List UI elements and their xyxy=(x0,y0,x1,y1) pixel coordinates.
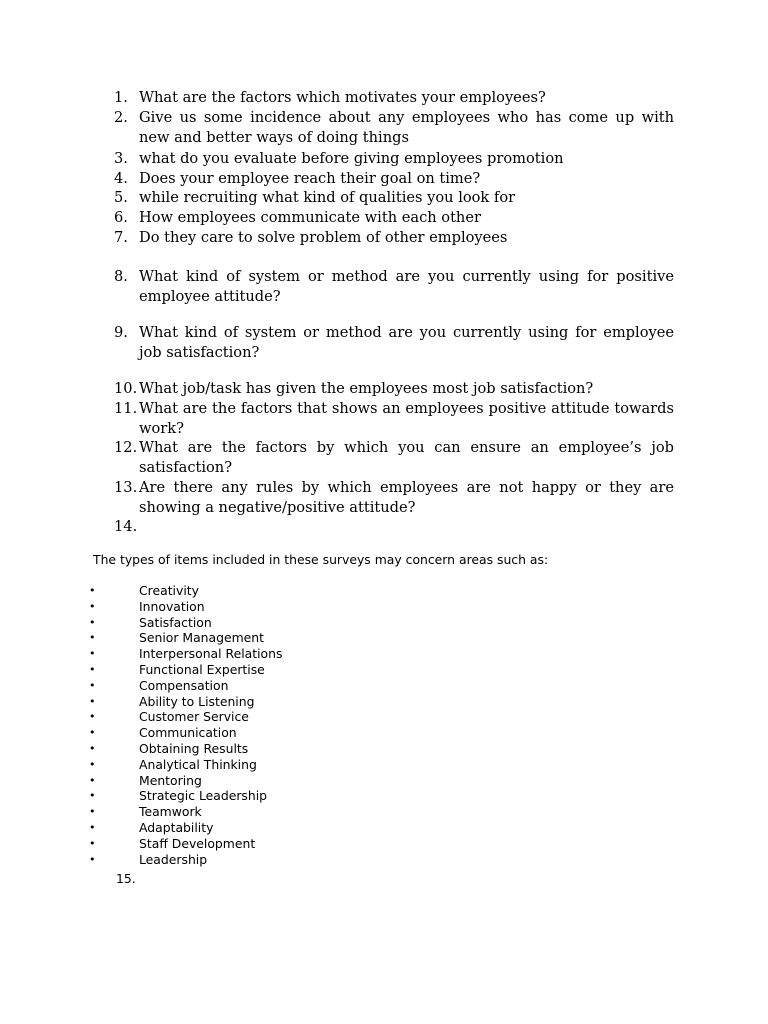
list-item xyxy=(0,599,768,615)
question-text: what do you evaluate before giving employees promotion xyxy=(139,150,564,167)
list-item xyxy=(0,836,768,852)
question-text: Give us some incidence about any employees who has come up with new and better ways of doing things xyxy=(139,109,674,146)
trailing-number: 15. xyxy=(116,871,136,886)
bullet-icon: • xyxy=(89,836,96,850)
list-item-label: Communication xyxy=(139,725,237,741)
question-item xyxy=(114,88,674,108)
bullet-icon: • xyxy=(89,631,96,645)
question-number: 2. xyxy=(114,109,128,126)
question-number: 6. xyxy=(114,209,128,226)
question-item xyxy=(114,267,674,306)
question-item xyxy=(114,208,674,228)
question-item xyxy=(114,399,674,438)
bullet-icon: • xyxy=(89,757,96,771)
list-item-label: Ability to Listening xyxy=(139,693,255,709)
survey-area-list xyxy=(0,583,768,867)
list-item xyxy=(0,630,768,646)
question-number: 4. xyxy=(114,170,128,187)
question-text: What kind of system or method are you currently using for employee job satisfaction? xyxy=(139,324,674,361)
bullet-icon: • xyxy=(89,852,96,866)
question-number: 3. xyxy=(114,150,128,167)
question-item xyxy=(114,149,674,169)
bullet-icon: • xyxy=(89,694,96,708)
list-item xyxy=(0,646,768,662)
bullet-icon: • xyxy=(89,584,96,597)
list-item xyxy=(0,820,768,836)
list-item xyxy=(0,583,768,599)
bullet-icon: • xyxy=(89,820,96,834)
intro-text: The types of items included in these surveys may concern areas such as: xyxy=(93,552,549,567)
bullet-icon: • xyxy=(89,741,96,755)
list-item xyxy=(0,804,768,820)
list-item xyxy=(0,694,768,710)
question-text: Do they care to solve problem of other employees xyxy=(139,229,508,246)
question-text: while recruiting what kind of qualities you look for xyxy=(139,189,516,206)
bullet-icon: • xyxy=(89,726,96,740)
list-item-label: Customer Service xyxy=(139,709,249,725)
question-item xyxy=(114,188,674,208)
question-number: 9. xyxy=(114,324,128,341)
list-item-label: Satisfaction xyxy=(139,614,212,630)
bullet-icon: • xyxy=(89,805,96,819)
bullet-icon: • xyxy=(89,662,96,676)
question-item xyxy=(114,379,674,399)
list-item xyxy=(0,773,768,789)
list-item xyxy=(0,678,768,694)
list-item-label: Teamwork xyxy=(139,804,202,820)
question-text: What job/task has given the employees most job satisfaction? xyxy=(139,380,594,397)
question-text: What are the factors that shows an employees positive attitude towards work? xyxy=(139,400,674,437)
list-item xyxy=(0,788,768,804)
list-item xyxy=(0,852,768,868)
bullet-icon: • xyxy=(89,599,96,613)
question-item xyxy=(114,108,674,147)
question-number: 8. xyxy=(114,268,128,285)
list-item xyxy=(0,615,768,631)
question-text: How employees communicate with each other xyxy=(139,209,481,226)
list-item-label: Adaptability xyxy=(139,819,214,835)
bullet-icon: • xyxy=(89,678,96,692)
list-item-label: Interpersonal Relations xyxy=(139,646,283,662)
list-item-label: Leadership xyxy=(139,851,208,867)
bullet-icon: • xyxy=(89,615,96,629)
question-number: 12. xyxy=(114,439,138,456)
list-item xyxy=(0,662,768,678)
list-item-label: Strategic Leadership xyxy=(139,788,268,804)
question-number: 7. xyxy=(114,229,128,246)
list-item-label: Mentoring xyxy=(139,772,202,788)
list-item-label: Innovation xyxy=(139,598,205,614)
bullet-icon: • xyxy=(89,789,96,803)
question-number: 11. xyxy=(114,400,138,417)
bullet-icon: • xyxy=(89,710,96,724)
question-number: 14. xyxy=(114,518,138,535)
question-number: 1. xyxy=(114,89,128,106)
list-item xyxy=(0,709,768,725)
list-item-label: Creativity xyxy=(139,583,199,598)
question-text: Does your employee reach their goal on time? xyxy=(139,170,481,187)
bullet-icon: • xyxy=(89,773,96,787)
question-item xyxy=(114,478,674,517)
list-item-label: Senior Management xyxy=(139,630,265,646)
list-item-label: Staff Development xyxy=(139,835,256,851)
question-text: What are the factors which motivates your employees? xyxy=(139,89,546,106)
list-item xyxy=(0,725,768,741)
question-text: What kind of system or method are you currently using for positive employee attitude? xyxy=(139,268,674,305)
bullet-icon: • xyxy=(89,647,96,661)
list-item-label: Compensation xyxy=(139,677,229,693)
question-item xyxy=(114,438,674,477)
question-item xyxy=(114,169,674,189)
list-item-label: Obtaining Results xyxy=(139,740,249,756)
list-item xyxy=(0,757,768,773)
list-item xyxy=(0,741,768,757)
list-item-label: Functional Expertise xyxy=(139,661,265,677)
question-number: 10. xyxy=(114,380,138,397)
question-text: What are the factors by which you can ensure an employee’s job satisfaction? xyxy=(139,439,674,476)
question-number: 13. xyxy=(114,479,138,496)
question-item xyxy=(114,228,674,248)
question-item xyxy=(114,323,674,362)
question-text: Are there any rules by which employees are not happy or they are showing a negative/positive attitude? xyxy=(139,479,674,516)
list-item-label: Analytical Thinking xyxy=(139,756,257,772)
question-number: 5. xyxy=(114,189,128,206)
